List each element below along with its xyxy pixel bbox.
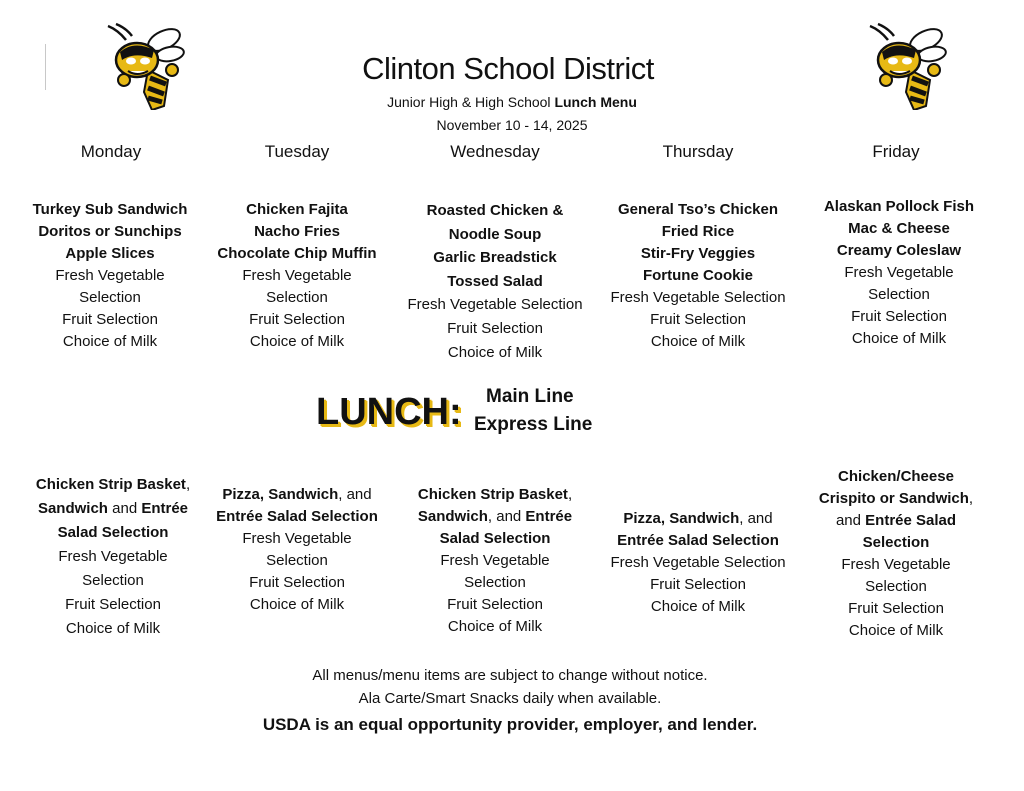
menu-item: Selection	[82, 572, 144, 589]
menu-item: Entrée Salad Selection	[617, 532, 779, 549]
day-header-monday: Monday	[80, 142, 142, 161]
menu-item: Fresh Vegetable Selection	[610, 289, 786, 306]
menu-item: Sandwich and Entrée	[37, 500, 189, 517]
menu-item: General Tso’s Chicken	[617, 201, 779, 218]
menu-item: Fruit Selection	[848, 600, 944, 617]
menu-item: Salad Selection	[439, 530, 551, 547]
footer-change-notice: All menus/menu items are subject to change without notice.	[312, 667, 708, 684]
menu-item: Selection	[464, 574, 526, 591]
express-line-label: Express Line	[474, 414, 593, 435]
menu-item: Choice of Milk	[249, 596, 345, 613]
menu-item: Turkey Sub Sandwich	[32, 201, 188, 218]
menu-item: Choice of Milk	[447, 618, 543, 635]
menu-item: Fortune Cookie	[642, 267, 753, 284]
menu-item: Fresh Vegetable	[841, 556, 951, 573]
page-title: Clinton School District	[362, 51, 654, 86]
menu-item: Choice of Milk	[851, 330, 947, 347]
menu-item: Chicken/Cheese	[838, 468, 954, 485]
day-header-tuesday: Tuesday	[264, 142, 330, 161]
menu-item: Nacho Fries	[254, 223, 340, 240]
menu-item: Selection	[868, 286, 930, 303]
menu-item: Selection	[266, 289, 328, 306]
menu-item: Tossed Salad	[447, 272, 543, 290]
menu-item: Chicken Strip Basket,	[417, 486, 573, 503]
menu-item: Fruit Selection	[65, 596, 161, 613]
menu-item: Sandwich, and Entrée	[417, 508, 573, 525]
menu-item: Doritos or Sunchips	[38, 223, 182, 240]
menu-item: Fruit Selection	[249, 574, 345, 591]
menu-item: Garlic Breadstick	[433, 249, 557, 267]
menu-item: Selection	[79, 289, 141, 306]
menu-item: Fresh Vegetable	[242, 530, 352, 547]
day-header-friday: Friday	[872, 142, 920, 161]
menu-item: Roasted Chicken &	[426, 202, 564, 219]
menu-item: Chicken Fajita	[246, 201, 348, 218]
menu-item: Alaskan Pollock Fish	[823, 198, 975, 215]
menu-item: Pizza, Sandwich, and	[222, 486, 372, 503]
menu-item: Choice of Milk	[848, 622, 944, 639]
menu-item: Choice of Milk	[650, 598, 746, 615]
express-line-wednesday	[397, 484, 593, 638]
main-line-label: Main Line	[486, 386, 574, 407]
menu-item: Fried Rice	[661, 223, 735, 240]
day-header-thursday: Thursday	[662, 142, 734, 161]
lunch-banner-word: LUNCH:	[316, 391, 462, 433]
menu-item: Fresh Vegetable Selection	[407, 296, 583, 314]
menu-item: Fruit Selection	[249, 311, 345, 328]
subtitle-lunch-menu: Lunch Menu	[554, 94, 637, 110]
menu-item: Mac & Cheese	[848, 220, 950, 237]
express-line-friday	[798, 466, 994, 642]
main-line-monday	[12, 199, 208, 353]
menu-item: Fruit Selection	[650, 576, 746, 593]
menu-item: Fruit Selection	[447, 596, 543, 613]
menu-item: Fruit Selection	[447, 319, 543, 337]
menu-item: Fresh Vegetable	[242, 267, 352, 284]
menu-item: Selection	[865, 578, 927, 595]
menu-item: Fresh Vegetable	[55, 267, 165, 284]
footer-usda-statement: USDA is an equal opportunity provider, employer, and lender.	[262, 715, 758, 734]
menu-item: Fruit Selection	[650, 311, 746, 328]
main-line-tuesday	[199, 199, 395, 353]
express-line-tuesday	[199, 484, 395, 616]
menu-item: Noodle Soup	[448, 225, 542, 243]
menu-dates: November 10 - 14, 2025	[436, 117, 588, 133]
main-line-wednesday	[397, 199, 593, 364]
main-line-friday	[801, 196, 997, 350]
main-line-thursday	[600, 199, 796, 353]
menu-item: Selection	[266, 552, 328, 569]
day-header-wednesday: Wednesday	[450, 142, 540, 161]
subtitle-prefix: Junior High & High School	[387, 94, 555, 110]
menu-item: Selection	[862, 534, 930, 551]
menu-item: Choice of Milk	[65, 620, 161, 637]
menu-item: Fresh Vegetable	[440, 552, 550, 569]
menu-item: Entrée Salad Selection	[216, 508, 378, 525]
menu-item: Salad Selection	[57, 524, 169, 541]
menu-subtitle	[0, 93, 1024, 111]
express-line-monday	[15, 473, 211, 641]
menu-item: Choice of Milk	[249, 333, 345, 350]
menu-item: Stir-Fry Veggies	[640, 245, 756, 262]
menu-item: Pizza, Sandwich, and	[623, 510, 773, 527]
menu-item: Choice of Milk	[650, 333, 746, 350]
menu-item: Choice of Milk	[62, 333, 158, 350]
menu-item: Fruit Selection	[62, 311, 158, 328]
express-line-thursday	[600, 508, 796, 618]
menu-item: Apple Slices	[65, 245, 155, 262]
menu-item: Chicken Strip Basket,	[35, 476, 191, 493]
footer-ala-carte-note: Ala Carte/Smart Snacks daily when available.	[358, 690, 662, 707]
menu-item: and Entrée Salad	[835, 512, 957, 529]
menu-item: Creamy Coleslaw	[836, 242, 962, 259]
menu-item: Crispito or Sandwich,	[818, 490, 974, 507]
menu-item: Choice of Milk	[447, 343, 543, 361]
menu-item: Fruit Selection	[851, 308, 947, 325]
menu-item: Chocolate Chip Muffin	[217, 245, 377, 262]
menu-item: Fresh Vegetable	[58, 548, 168, 565]
menu-item: Fresh Vegetable	[844, 264, 954, 281]
menu-item: Fresh Vegetable Selection	[610, 554, 786, 571]
